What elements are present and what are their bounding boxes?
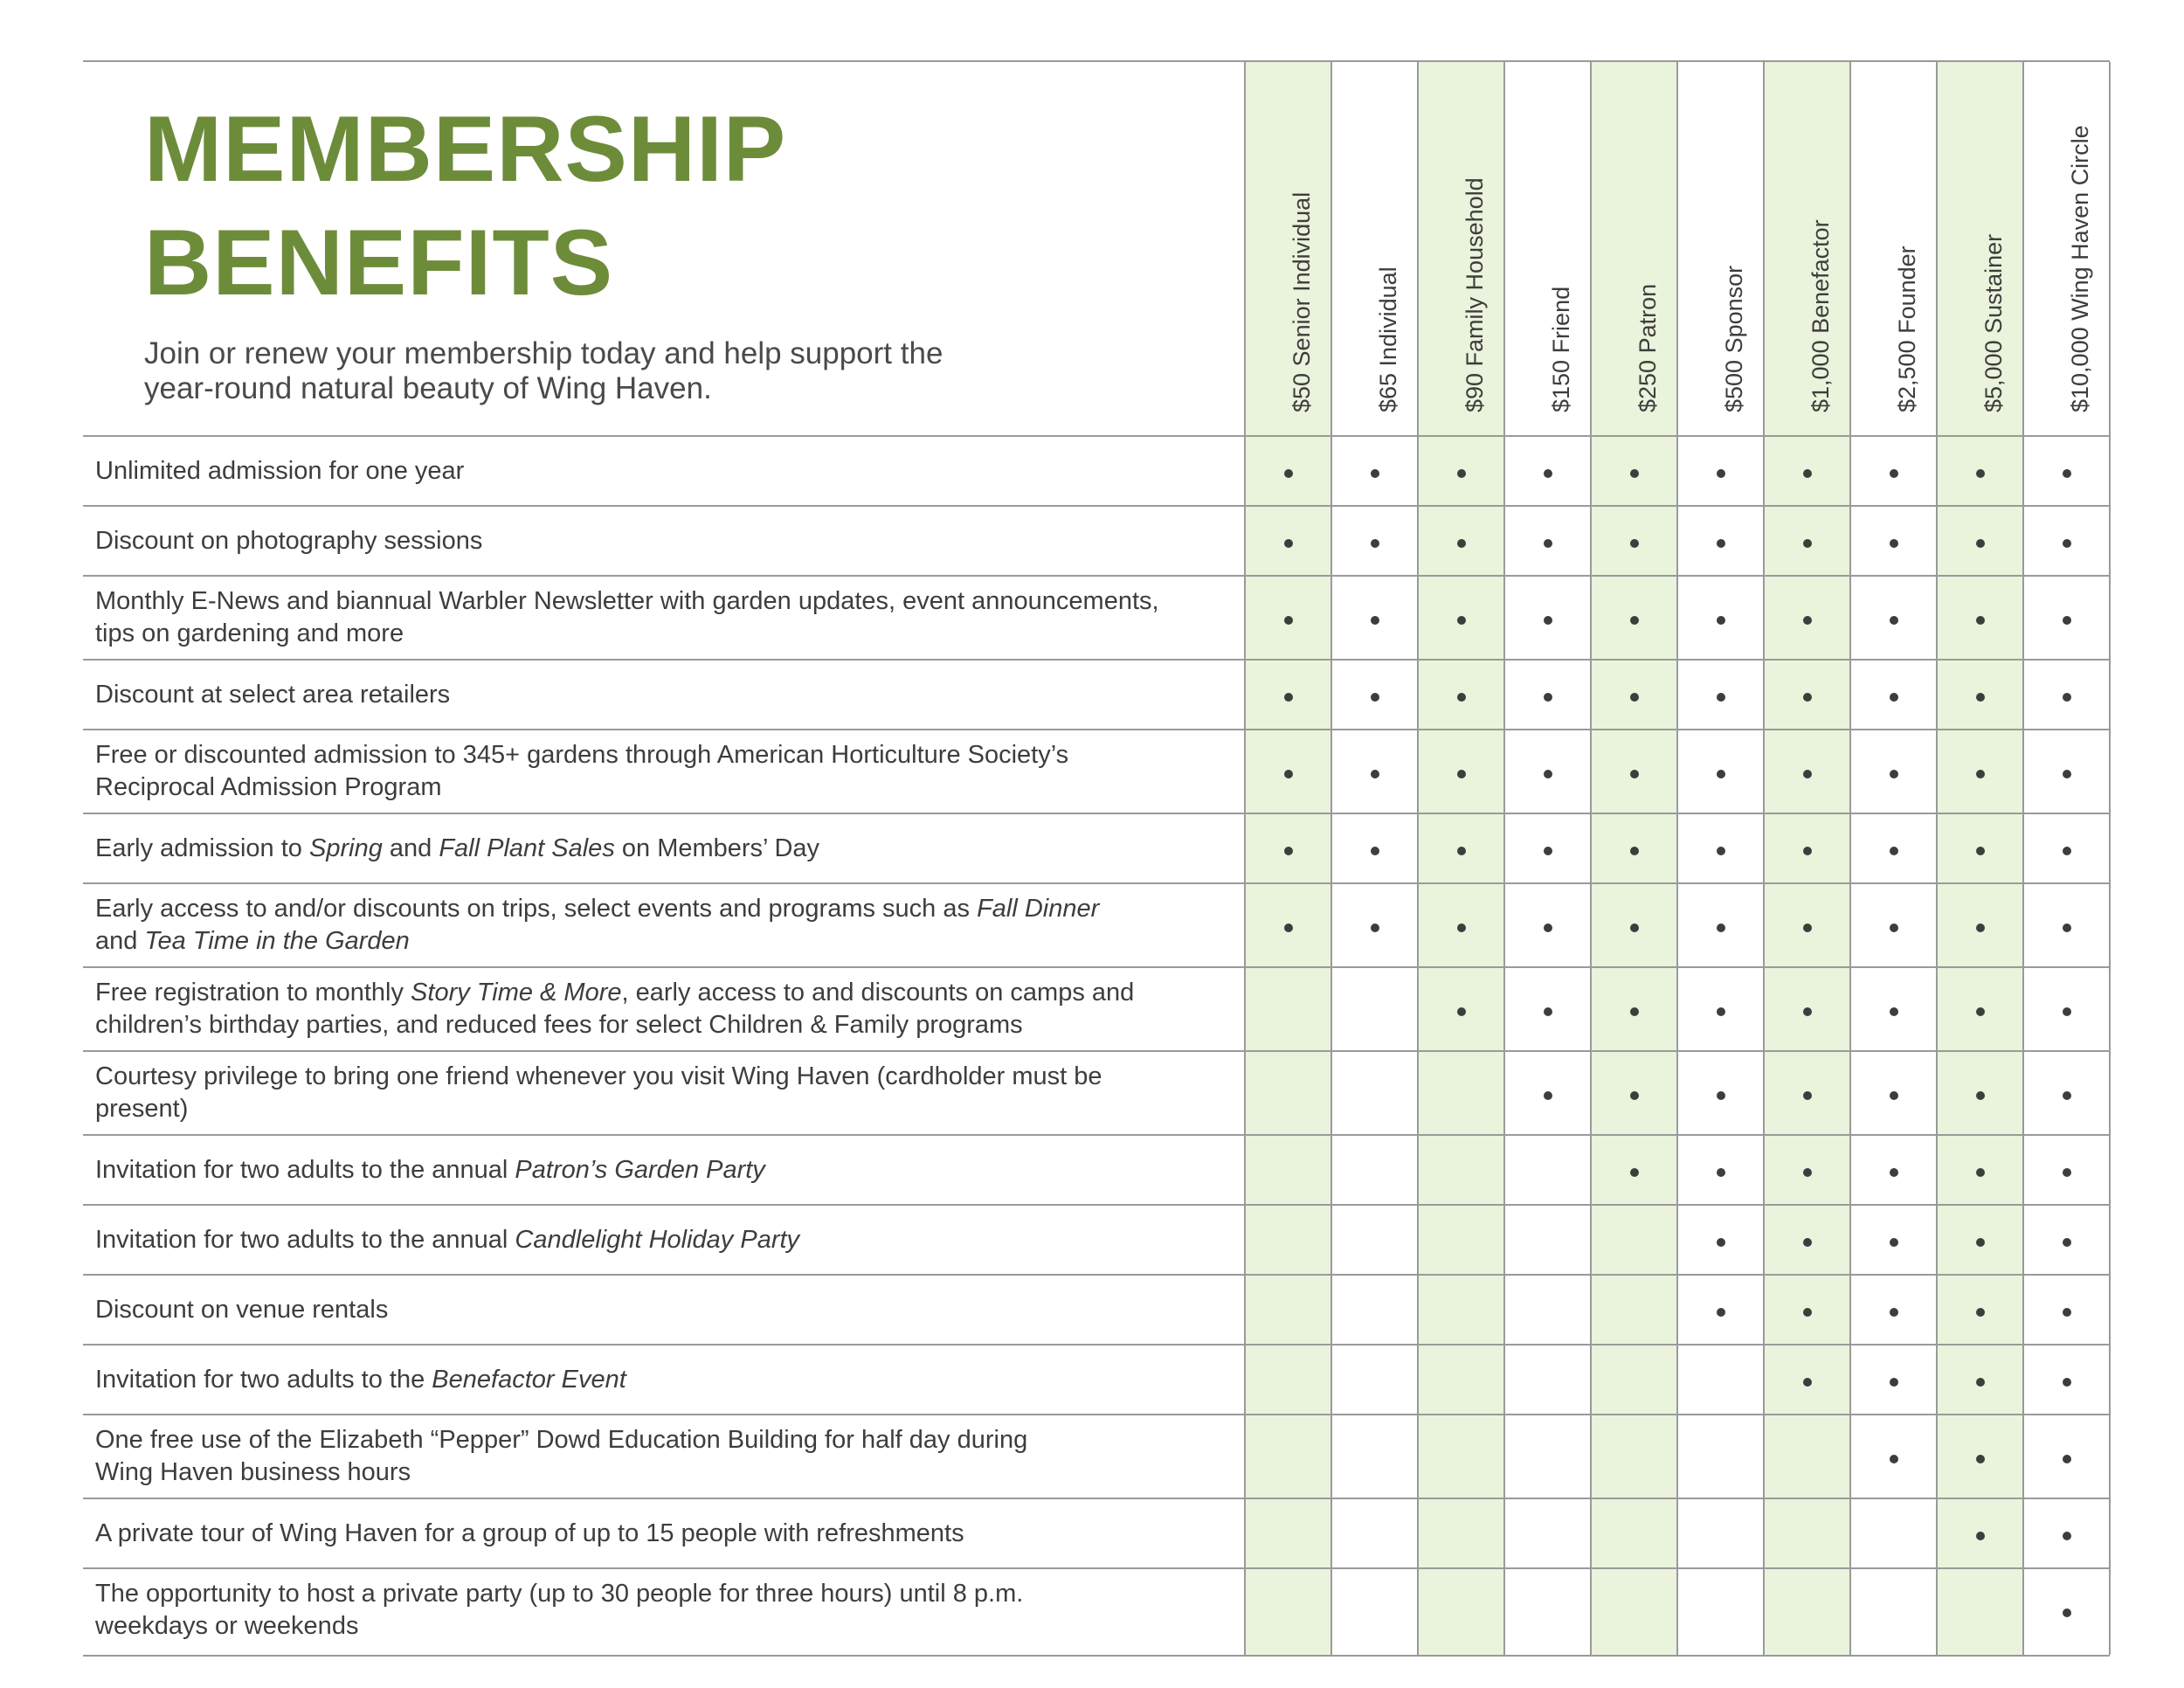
benefit-row-label xyxy=(95,1345,1240,1415)
benefit-row-label xyxy=(95,576,1240,660)
benefit-included-dot xyxy=(1976,1455,1985,1463)
benefit-text xyxy=(95,585,1159,650)
benefit-included-dot xyxy=(1717,693,1725,702)
benefit-text-segment: and xyxy=(95,927,145,955)
benefit-included-dot xyxy=(1803,616,1812,625)
benefit-included-dot xyxy=(1717,1238,1725,1247)
benefit-included-dot xyxy=(1890,1308,1898,1317)
benefit-row-label xyxy=(95,506,1240,576)
benefit-text-segment: children’s birthday parties, and reduced fees for select Children & Family programs xyxy=(95,1011,1023,1039)
benefit-text xyxy=(95,833,819,865)
benefit-title-italic: Candlelight Holiday Party xyxy=(515,1225,800,1254)
benefit-included-dot xyxy=(1284,847,1293,855)
benefit-included-dot xyxy=(1717,770,1725,778)
benefit-included-dot xyxy=(1544,1007,1552,1016)
benefit-included-dot xyxy=(2063,1455,2071,1463)
benefit-text-segment: , early access to and discounts on camps and xyxy=(621,979,1135,1007)
benefit-included-dot xyxy=(1803,539,1812,548)
benefit-title-italic: Tea Time in the Garden xyxy=(144,927,410,955)
benefit-text-segment: The opportunity to host a private party (up to 30 people for three hours) until 8 p.m. xyxy=(95,1580,1024,1608)
benefit-included-dot xyxy=(1544,1091,1552,1100)
benefit-included-dot xyxy=(2063,1007,2071,1016)
benefit-included-dot xyxy=(1717,1168,1725,1177)
benefit-included-dot xyxy=(1371,770,1379,778)
page-title xyxy=(144,92,786,319)
benefit-title-italic: Benefactor Event xyxy=(432,1365,626,1394)
title-line-2: BENEFITS xyxy=(144,210,614,315)
benefit-included-dot xyxy=(2063,1308,2071,1317)
benefit-included-dot xyxy=(1803,693,1812,702)
benefit-text-segment: Courtesy privilege to bring one friend whenever you visit Wing Haven (cardholder must be xyxy=(95,1062,1102,1090)
benefit-text-segment: Discount at select area retailers xyxy=(95,680,451,709)
benefit-row-label xyxy=(95,1205,1240,1275)
benefit-included-dot xyxy=(1717,924,1725,932)
benefit-text-segment: Early access to and/or discounts on trips, select events and programs such as xyxy=(95,895,978,923)
benefit-included-dot xyxy=(1803,1168,1812,1177)
benefit-included-dot xyxy=(1630,1168,1639,1177)
level-header xyxy=(1245,62,1331,436)
table-header xyxy=(83,62,1245,436)
benefit-included-dot xyxy=(1457,770,1466,778)
benefit-row-label xyxy=(95,730,1240,813)
benefit-included-dot xyxy=(1890,616,1898,625)
benefit-included-dot xyxy=(1890,1168,1898,1177)
intro-text xyxy=(144,336,1105,406)
intro-line-2: year-round natural beauty of Wing Haven. xyxy=(144,371,712,405)
benefit-included-dot xyxy=(1976,616,1985,625)
benefit-included-dot xyxy=(1976,770,1985,778)
benefit-text xyxy=(95,1424,1027,1489)
benefit-included-dot xyxy=(2063,469,2071,478)
benefit-included-dot xyxy=(1717,539,1725,548)
benefit-included-dot xyxy=(1717,1308,1725,1317)
benefit-included-dot xyxy=(1457,616,1466,625)
benefit-included-dot xyxy=(1630,770,1639,778)
benefit-included-dot xyxy=(1544,924,1552,932)
benefit-text xyxy=(95,893,1099,958)
benefit-row-label xyxy=(95,1568,1240,1652)
benefit-included-dot xyxy=(1457,539,1466,548)
benefit-included-dot xyxy=(1284,693,1293,702)
benefit-included-dot xyxy=(1630,539,1639,548)
level-header-label: $2,500 Founder xyxy=(1893,246,1920,412)
benefit-included-dot xyxy=(1890,539,1898,548)
benefit-included-dot xyxy=(1890,924,1898,932)
benefit-included-dot xyxy=(2063,847,2071,855)
level-header-label: $1,000 Benefactor xyxy=(1807,219,1834,412)
level-header xyxy=(1504,62,1591,436)
benefit-included-dot xyxy=(1717,469,1725,478)
benefit-row-label xyxy=(95,883,1240,967)
benefit-included-dot xyxy=(1630,469,1639,478)
benefit-text-segment: tips on gardening and more xyxy=(95,619,404,647)
benefit-text xyxy=(95,739,1068,804)
level-header xyxy=(1331,62,1418,436)
benefit-included-dot xyxy=(1630,693,1639,702)
benefit-title-italic: Fall Dinner xyxy=(977,895,1100,923)
benefit-text-segment: and xyxy=(382,834,439,862)
benefit-included-dot xyxy=(1717,1007,1725,1016)
benefit-included-dot xyxy=(1976,847,1985,855)
level-header xyxy=(1937,62,2023,436)
benefit-included-dot xyxy=(1976,1168,1985,1177)
benefit-included-dot xyxy=(2063,1091,2071,1100)
benefit-included-dot xyxy=(1630,616,1639,625)
benefit-included-dot xyxy=(1890,1238,1898,1247)
benefit-included-dot xyxy=(1803,1091,1812,1100)
benefit-text-segment: Monthly E-News and biannual Warbler Newsletter with garden updates, event announcements, xyxy=(95,587,1159,615)
benefit-included-dot xyxy=(1457,693,1466,702)
benefit-text-segment: One free use of the Elizabeth “Pepper” Dowd Education Building for half day during xyxy=(95,1426,1028,1454)
benefit-text-segment: Discount on photography sessions xyxy=(95,526,483,555)
benefit-row-label xyxy=(95,1051,1240,1135)
benefit-text-segment: Invitation for two adults to the annual xyxy=(95,1155,515,1184)
benefit-text-segment: present) xyxy=(95,1095,189,1123)
membership-benefits-table xyxy=(83,60,2110,1657)
benefit-included-dot xyxy=(2063,1378,2071,1387)
level-header xyxy=(1677,62,1764,436)
benefit-text-segment: Free or discounted admission to 345+ gardens through American Horticulture Society’s xyxy=(95,741,1069,769)
benefit-included-dot xyxy=(1890,770,1898,778)
benefit-included-dot xyxy=(1717,616,1725,625)
benefit-included-dot xyxy=(1890,693,1898,702)
benefit-included-dot xyxy=(1284,924,1293,932)
benefit-included-dot xyxy=(2063,1168,2071,1177)
benefit-included-dot xyxy=(1371,469,1379,478)
benefit-included-dot xyxy=(1803,924,1812,932)
benefit-text-segment: Unlimited admission for one year xyxy=(95,456,465,485)
level-header-label: $90 Family Household xyxy=(1461,177,1488,412)
title-line-1: MEMBERSHIP xyxy=(144,96,787,201)
benefit-text-segment: Reciprocal Admission Program xyxy=(95,773,442,801)
level-header-label: $150 Friend xyxy=(1547,286,1574,412)
intro-line-1: Join or renew your membership today and help support the xyxy=(144,336,943,370)
benefit-text-segment: Discount on venue rentals xyxy=(95,1295,389,1324)
benefit-included-dot xyxy=(2063,924,2071,932)
benefit-included-dot xyxy=(1976,469,1985,478)
benefit-text-segment: weekdays or weekends xyxy=(95,1612,359,1640)
level-header xyxy=(1418,62,1504,436)
benefit-included-dot xyxy=(1371,539,1379,548)
benefit-included-dot xyxy=(1630,924,1639,932)
benefit-text xyxy=(95,977,1134,1041)
benefit-included-dot xyxy=(1890,1455,1898,1463)
level-header-label: $250 Patron xyxy=(1634,283,1661,412)
level-header xyxy=(2023,62,2110,436)
benefit-included-dot xyxy=(1890,469,1898,478)
benefit-included-dot xyxy=(2063,1532,2071,1540)
benefit-row-label xyxy=(95,436,1240,506)
benefit-included-dot xyxy=(1890,1378,1898,1387)
benefit-row-label xyxy=(95,1135,1240,1205)
level-header-label: $50 Senior Individual xyxy=(1288,191,1315,412)
benefit-included-dot xyxy=(1976,539,1985,548)
benefit-row-label xyxy=(95,1498,1240,1568)
benefit-included-dot xyxy=(1371,693,1379,702)
benefit-included-dot xyxy=(1976,1007,1985,1016)
benefit-included-dot xyxy=(1717,847,1725,855)
benefit-included-dot xyxy=(1890,847,1898,855)
benefit-included-dot xyxy=(1544,539,1552,548)
benefit-included-dot xyxy=(1803,469,1812,478)
benefit-text xyxy=(95,455,464,488)
benefit-included-dot xyxy=(1717,1091,1725,1100)
benefit-included-dot xyxy=(2063,539,2071,548)
benefit-text xyxy=(95,1061,1102,1125)
benefit-text xyxy=(95,1364,626,1396)
benefit-included-dot xyxy=(1457,847,1466,855)
benefit-text xyxy=(95,1294,388,1326)
benefit-text xyxy=(95,1224,799,1256)
benefit-row-label xyxy=(95,967,1240,1051)
benefit-included-dot xyxy=(1803,1238,1812,1247)
benefit-text-segment: Early admission to xyxy=(95,834,309,862)
benefit-included-dot xyxy=(1630,847,1639,855)
benefit-included-dot xyxy=(2063,616,2071,625)
benefit-included-dot xyxy=(1976,693,1985,702)
benefit-included-dot xyxy=(1803,1308,1812,1317)
benefit-included-dot xyxy=(1890,1007,1898,1016)
level-header-label: $65 Individual xyxy=(1374,266,1401,412)
benefit-included-dot xyxy=(1976,924,1985,932)
benefit-included-dot xyxy=(1803,770,1812,778)
benefit-included-dot xyxy=(1976,1532,1985,1540)
benefit-text xyxy=(95,1154,765,1186)
benefit-included-dot xyxy=(1457,924,1466,932)
benefit-title-italic: Spring xyxy=(309,834,383,862)
benefit-row-label xyxy=(95,1275,1240,1345)
benefit-included-dot xyxy=(1284,616,1293,625)
benefit-included-dot xyxy=(1803,847,1812,855)
level-header xyxy=(1850,62,1937,436)
benefit-included-dot xyxy=(1976,1238,1985,1247)
benefit-title-italic: Fall Plant Sales xyxy=(439,834,615,862)
level-header xyxy=(1764,62,1850,436)
benefit-row-label xyxy=(95,1415,1240,1498)
benefit-text xyxy=(95,525,482,557)
benefit-included-dot xyxy=(1630,1091,1639,1100)
benefit-title-italic: Story Time & More xyxy=(411,979,622,1007)
benefit-text-segment: Free registration to monthly xyxy=(95,979,411,1007)
benefit-included-dot xyxy=(1803,1378,1812,1387)
benefit-included-dot xyxy=(1457,1007,1466,1016)
benefit-included-dot xyxy=(1371,616,1379,625)
benefit-row-label xyxy=(95,813,1240,883)
level-header-label: $500 Sponsor xyxy=(1720,265,1747,412)
benefit-included-dot xyxy=(2063,1608,2071,1617)
benefit-included-dot xyxy=(2063,693,2071,702)
benefit-included-dot xyxy=(1371,924,1379,932)
benefit-row-label xyxy=(95,660,1240,730)
benefit-text-segment: Invitation for two adults to the xyxy=(95,1365,432,1394)
benefit-included-dot xyxy=(1544,616,1552,625)
benefit-included-dot xyxy=(1976,1091,1985,1100)
benefit-included-dot xyxy=(1544,469,1552,478)
benefit-text xyxy=(95,679,450,711)
benefit-included-dot xyxy=(1976,1308,1985,1317)
level-header xyxy=(1591,62,1677,436)
benefit-text-segment: Invitation for two adults to the annual xyxy=(95,1225,515,1254)
level-header-label: $5,000 Sustainer xyxy=(1980,233,2007,412)
benefit-included-dot xyxy=(1630,1007,1639,1016)
benefit-included-dot xyxy=(1890,1091,1898,1100)
benefit-text xyxy=(95,1578,1023,1643)
benefit-included-dot xyxy=(1976,1378,1985,1387)
benefit-included-dot xyxy=(1371,847,1379,855)
benefit-text-segment: on Members’ Day xyxy=(614,834,820,862)
benefit-included-dot xyxy=(2063,1238,2071,1247)
benefit-included-dot xyxy=(1284,770,1293,778)
benefit-text-segment: Wing Haven business hours xyxy=(95,1458,411,1486)
benefit-text xyxy=(95,1518,964,1550)
benefit-text-segment: A private tour of Wing Haven for a group of up to 15 people with refreshments xyxy=(95,1519,964,1547)
benefit-title-italic: Patron’s Garden Party xyxy=(515,1155,765,1184)
benefit-included-dot xyxy=(2063,770,2071,778)
benefit-included-dot xyxy=(1284,469,1293,478)
benefit-included-dot xyxy=(1544,693,1552,702)
benefit-included-dot xyxy=(1544,770,1552,778)
benefit-included-dot xyxy=(1284,539,1293,548)
benefit-included-dot xyxy=(1544,847,1552,855)
benefit-included-dot xyxy=(1803,1007,1812,1016)
benefit-included-dot xyxy=(1457,469,1466,478)
level-header-label: $10,000 Wing Haven Circle xyxy=(2066,125,2093,412)
